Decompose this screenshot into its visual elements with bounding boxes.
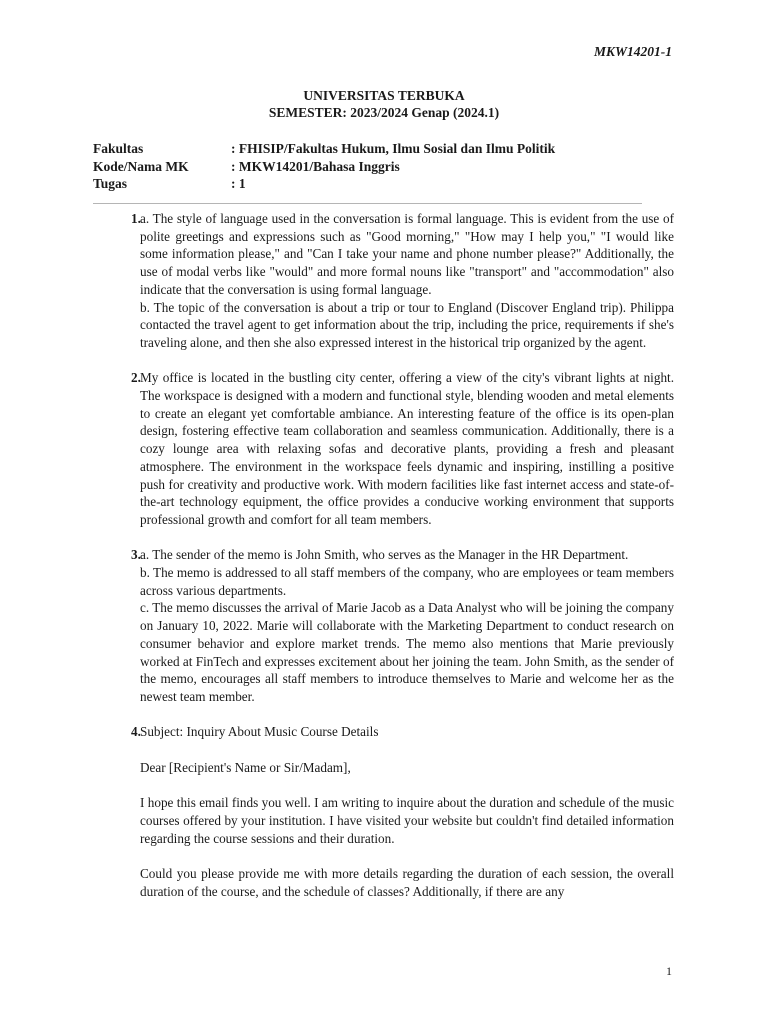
document-code: MKW14201-1	[593, 44, 672, 59]
answer-list	[93, 210, 674, 918]
item-number: 2.	[131, 370, 141, 386]
paragraph: a. The sender of the memo is John Smith, who serves as the Manager in the HR Department.	[140, 547, 629, 563]
page-number: 1	[666, 964, 672, 978]
paragraph: I hope this email finds you well. I am writing to inquire about the duration and schedule of the music courses offered by your institution. I have visited your website but couldn't find detailed information regarding the course sessions and their duration.	[140, 795, 674, 846]
answer-item-1	[93, 210, 674, 352]
meta-value: : 1	[231, 176, 246, 191]
answer-item-2	[93, 369, 674, 528]
paragraph: b. The memo is addressed to all staff members of the company, who are employees or team members across various departments.	[140, 565, 674, 598]
paragraph: a. The style of language used in the conversation is formal language. This is evident from the use of polite greetings and expressions such as "Good morning," "How may I help you," "I would like some information please," and "Can I take your name and phone number please?" Additionally, the use of modal verbs like "would" and more formal nouns like "transport" and "accommodation" also indicate that the conversation is using formal language.	[140, 211, 674, 297]
item-number: 3.	[131, 547, 141, 563]
meta-row-assignment	[93, 175, 555, 193]
paragraph: b. The topic of the conversation is about a trip or tour to England (Discover England trip). Philippa contacted the travel agent to get information about the trip, including the price, requirements if she's traveling alone, and then she also expressed interest in the historical trip organized by the agent.	[140, 299, 674, 350]
semester-line: SEMESTER: 2023/2024 Genap (2024.1)	[268, 105, 500, 120]
item-body	[140, 723, 674, 900]
header-divider	[93, 203, 642, 204]
meta-value: : FHISIP/Fakultas Hukum, Ilmu Sosial dan Ilmu Politik	[231, 141, 556, 156]
item-body	[140, 369, 674, 528]
paragraph: c. The memo discusses the arrival of Marie Jacob as a Data Analyst who will be joining the company on January 10, 2022. Marie will collaborate with the Marketing Department to conduct research on consumer behavior and explore market trends. The memo also mentions that Marie previously worked at FinTech and expresses excitement about her joining the team. John Smith, as the sender of the memo, encourages all staff members to introduce themselves to Marie and welcome her as the newest team member.	[140, 600, 674, 704]
email-subject: Subject: Inquiry About Music Course Details	[140, 724, 379, 740]
meta-label: Kode/Nama MK	[93, 158, 189, 174]
meta-label: Fakultas	[93, 141, 144, 156]
answer-item-3	[93, 546, 674, 705]
paragraph: Could you please provide me with more details regarding the duration of each session, the overall duration of the course, and the schedule of classes? Additionally, if there are any	[140, 865, 674, 899]
item-number: 1.	[131, 211, 141, 226]
meta-label: Tugas	[93, 176, 128, 191]
item-body	[140, 546, 674, 705]
meta-value: : MKW14201/Bahasa Inggris	[231, 158, 400, 174]
meta-row-faculty	[93, 140, 555, 158]
email-salutation: Dear [Recipient's Name or Sir/Madam],	[140, 759, 351, 775]
university-name: UNIVERSITAS TERBUKA	[303, 88, 465, 103]
meta-row-course	[93, 158, 555, 176]
paragraph: My office is located in the bustling city center, offering a view of the city's vibrant lights at night. The workspace is designed with a modern and functional style, blending wooden and metal elements to create an elegant yet comfortable ambiance. An interesting feature of the office is its open-plan design, fostering effective team collaboration and seamless communication. Additionally, there is a cozy lounge area with relaxing sofas and decorative plants, providing a fresh and pleasant atmosphere. The environment in the workspace feels dynamic and inspiring, instilling a positive push for creativity and productive work. With modern facilities like fast internet access and state-of-the-art technology equipment, the office provides a conducive working environment that supports professional growth and comfort for all team members.	[140, 370, 674, 527]
item-number: 4.	[131, 724, 141, 740]
course-meta	[93, 140, 555, 193]
item-body	[140, 210, 674, 352]
answer-item-4	[93, 723, 674, 900]
document-title	[0, 87, 768, 121]
